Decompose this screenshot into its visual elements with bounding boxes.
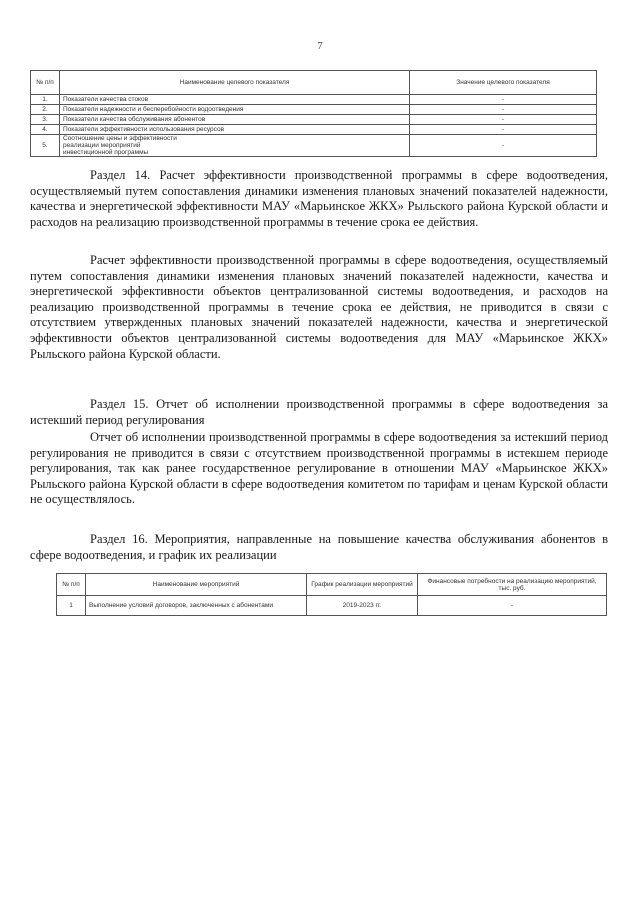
- row-value: -: [410, 125, 597, 135]
- row-num: 2.: [31, 105, 60, 115]
- row-num: 4.: [31, 125, 60, 135]
- header-schedule: График реализации мероприятий: [307, 574, 418, 596]
- row-name: Показатели качества обслуживания абонентов: [60, 115, 410, 125]
- row-num: 3.: [31, 115, 60, 125]
- table-row: [31, 125, 597, 135]
- row-name: Соотношение цены и эффективности реализации мероприятий инвестиционной программы: [60, 135, 410, 157]
- row-name: Выполнение условий договоров, заключенных с абонентами: [86, 596, 307, 616]
- row-num: 1: [57, 596, 86, 616]
- table-row: [31, 115, 597, 125]
- row-value: -: [410, 105, 597, 115]
- header-measure-name: Наименование мероприятий: [86, 574, 307, 596]
- section-15-title: Раздел 15. Отчет об исполнении производственной программы в сфере водоотведения за истекший период регулирования: [30, 397, 608, 427]
- row-value: -: [410, 95, 597, 105]
- row-value: -: [410, 135, 597, 157]
- section-14-paragraph-1: Раздел 14. Расчет эффективности производственной программы в сфере водоотведения, осуществляемый путем сопоставления динамики изменения плановых значений показателей надежности, качества и энергетической эффективности МАУ «Марьинское ЖКХ» Рыльского района Курской области и расходов на реализацию производственной программы в течение срока ее действия.: [30, 168, 608, 229]
- header-indicator-value: Значение целевого показателя: [410, 71, 597, 95]
- header-indicator-name: Наименование целевого показателя: [60, 71, 410, 95]
- row-name: Показатели надежности и бесперебойности водоотведения: [60, 105, 410, 115]
- row-num: 5.: [31, 135, 60, 157]
- table-row: [57, 596, 607, 616]
- section-14-paragraph-2: Расчет эффективности производственной программы в сфере водоотведения, осуществляемый путем сопоставления динамики изменения плановых значений показателей надежности, качества и энергетической эффективности объектов централизованной системы водоотведения, и расходов на реализацию производственной программы в течение срока ее действия, не приводится в связи с отсутствием утвержденных плановых значений показателей надежности, качества и энергетической эффективности объектов централизованной системы водоотведения для МАУ «Марьинское ЖКХ» Рыльского района Курской области.: [30, 253, 608, 361]
- row-finance: -: [418, 596, 607, 616]
- table-row: [31, 95, 597, 105]
- table-header-row: [57, 574, 607, 596]
- row-value: -: [410, 115, 597, 125]
- measures-table: [56, 573, 607, 616]
- header-num: № п/п: [57, 574, 86, 596]
- row-name: Показатели эффективности использования ресурсов: [60, 125, 410, 135]
- header-finance: Финансовые потребности на реализацию мероприятий, тыс. руб.: [418, 574, 607, 596]
- table-header-row: [31, 71, 597, 95]
- table-row: [31, 135, 597, 157]
- row-name: Показатели качества стоков: [60, 95, 410, 105]
- table-row: [31, 105, 597, 115]
- header-num: № п/п: [31, 71, 60, 95]
- page-number: 7: [317, 40, 323, 52]
- row-num: 1.: [31, 95, 60, 105]
- row-schedule: 2019-2023 гг.: [307, 596, 418, 616]
- target-indicators-table: [30, 70, 597, 157]
- section-15-paragraph: Отчет об исполнении производственной программы в сфере водоотведения за истекший период регулирования не приводится в связи с отсутствием производственной программы в истекшем периоде регулирования, так как ранее государственное регулирование в отношении МАУ «Марьинское ЖКХ» Рыльского района Курской области в сфере водоотведения комитетом по тарифам и ценам Курской области не осуществлялось.: [30, 430, 608, 507]
- section-16-title: Раздел 16. Мероприятия, направленные на повышение качества обслуживания абонентов в сфере водоотведения, и график их реализации: [30, 532, 608, 562]
